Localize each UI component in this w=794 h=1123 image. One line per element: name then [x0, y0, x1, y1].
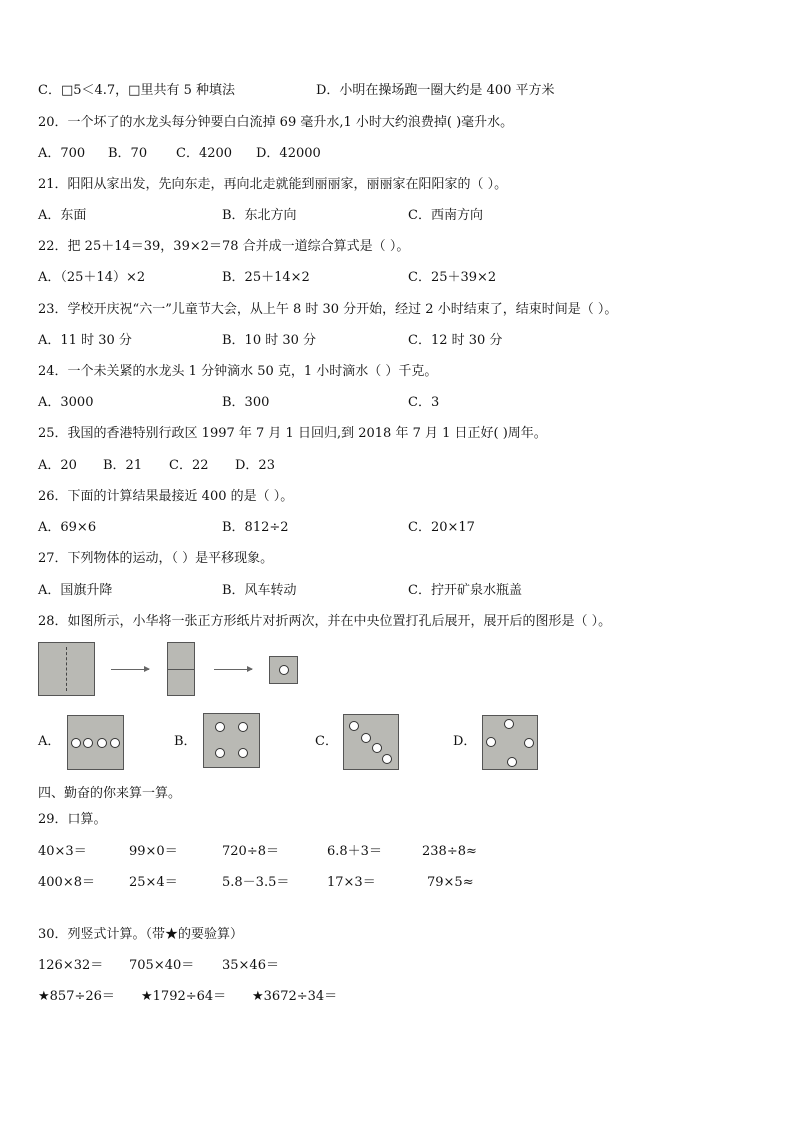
- q22-option-a: A．（25＋14）×2: [38, 270, 146, 285]
- hole-icon: [215, 722, 225, 732]
- full-square-paper: [38, 642, 95, 696]
- q20-option-d: D．42000: [256, 146, 321, 161]
- hole-icon: [486, 737, 496, 747]
- arrow-icon: [214, 669, 252, 670]
- q28-stem: 28．如图所示，小华将一张正方形纸片对折两次，并在中央位置打孔后展开，展开后的图形是（ ）。: [38, 614, 612, 629]
- hole-icon: [507, 757, 517, 767]
- hole-icon: [382, 754, 392, 764]
- fold-line: [168, 669, 194, 670]
- arrow-icon: [111, 669, 149, 670]
- hole-icon: [524, 738, 534, 748]
- hole-icon: [215, 748, 225, 758]
- q23-option-b: B．10 时 30 分: [222, 333, 317, 348]
- q24-option-c: C．3: [408, 395, 440, 410]
- q25-option-b: B．21: [103, 458, 143, 473]
- hole-icon: [83, 738, 93, 748]
- q27-option-c: C．拧开矿泉水瓶盖: [408, 583, 522, 598]
- q19-option-d: D．小明在操场跑一圈大约是 400 平方米: [316, 83, 555, 98]
- q28-option-b-label: B．: [174, 734, 197, 749]
- q30-item: ★3672÷34＝: [252, 989, 338, 1004]
- q30-item: ★857÷26＝: [38, 989, 115, 1004]
- q23-option-c: C．12 时 30 分: [408, 333, 503, 348]
- q23-stem: 23．学校开庆祝“六一”儿童节大会，从上午 8 时 30 分开始，经过 2 小时结束了，结束时间是（ ）。: [38, 302, 618, 317]
- q30-item: 35×46＝: [222, 958, 279, 973]
- q21-option-a: A．东面: [38, 208, 87, 223]
- q21-stem: 21．阳阳从家出发，先向东走，再向北走就能到丽丽家，丽丽家在阳阳家的（ ）。: [38, 177, 508, 192]
- q21-option-b: B．东北方向: [222, 208, 297, 223]
- q29-item: 17×3＝: [327, 875, 376, 890]
- q26-option-b: B．812÷2: [222, 520, 289, 535]
- quarter-folded-paper: [269, 656, 298, 684]
- q30-stem: 30．列竖式计算。（带★的要验算）: [38, 927, 244, 942]
- q28-option-d-label: D．: [453, 734, 477, 749]
- hole-icon: [504, 719, 514, 729]
- q29-item: 238÷8≈: [422, 844, 477, 859]
- q29-item: 400×8＝: [38, 875, 95, 890]
- q26-option-c: C．20×17: [408, 520, 475, 535]
- hole-icon: [349, 721, 359, 731]
- hole-icon: [238, 748, 248, 758]
- q28-option-d-figure: [482, 715, 538, 770]
- hole-icon: [361, 733, 371, 743]
- q19-options: [38, 83, 738, 99]
- q28-option-b-figure: [203, 713, 260, 768]
- section-4-title: 四、勤奋的你来算一算。: [38, 786, 182, 801]
- q28-option-c-label: C．: [315, 734, 338, 749]
- q26-option-a: A．69×6: [38, 520, 97, 535]
- q29-item: 25×4＝: [129, 875, 178, 890]
- q27-stem: 27．下列物体的运动，（ ）是平移现象。: [38, 551, 274, 566]
- q20-option-b: B．70: [108, 146, 148, 161]
- q20-option-c: C．4200: [176, 146, 233, 161]
- q27-options: [38, 583, 738, 599]
- q30-item: 126×32＝: [38, 958, 104, 973]
- q25-stem: 25．我国的香港特别行政区 1997 年 7 月 1 日回归,到 2018 年 7 月 1 日正好( )周年。: [38, 426, 547, 441]
- q29-item: 40×3＝: [38, 844, 87, 859]
- hole-icon: [71, 738, 81, 748]
- q25-option-a: A．20: [38, 458, 77, 473]
- q29-item: 5.8－3.5＝: [222, 875, 290, 890]
- punched-hole-icon: [279, 665, 289, 675]
- q24-stem: 24．一个未关紧的水龙头 1 分钟滴水 50 克，1 小时滴水（ ）千克。: [38, 364, 438, 379]
- q25-options: [38, 458, 738, 474]
- q29-item: 79×5≈: [427, 875, 474, 890]
- q28-option-c-figure: [343, 714, 399, 770]
- q20-stem: 20．一个坏了的水龙头每分钟要白白流掉 69 毫升水,1 小时大约浪费掉( )毫升水。: [38, 115, 514, 130]
- q24-option-a: A．3000: [38, 395, 94, 410]
- half-folded-paper: [167, 642, 195, 696]
- q29-item: 99×0＝: [129, 844, 178, 859]
- q19-option-c: C．□5＜4.7，□里共有 5 种填法: [38, 83, 235, 98]
- q21-option-c: C．西南方向: [408, 208, 483, 223]
- q29-stem: 29．口算。: [38, 812, 107, 827]
- hole-icon: [97, 738, 107, 748]
- q21-options: [38, 208, 738, 224]
- q20-option-a: A．700: [38, 146, 86, 161]
- q26-options: [38, 520, 738, 536]
- q30-item: 705×40＝: [129, 958, 195, 973]
- q29-item: 720÷8＝: [222, 844, 279, 859]
- hole-icon: [110, 738, 120, 748]
- q20-options: [38, 146, 738, 162]
- q22-stem: 22．把 25＋14＝39，39×2＝78 合并成一道综合算式是（ ）。: [38, 239, 410, 254]
- q28-option-a-figure: [67, 715, 124, 770]
- q24-options: [38, 395, 738, 411]
- q23-option-a: A．11 时 30 分: [38, 333, 132, 348]
- q24-option-b: B．300: [222, 395, 270, 410]
- hole-icon: [372, 743, 382, 753]
- q25-option-c: C．22: [169, 458, 209, 473]
- q22-options: [38, 270, 738, 286]
- q22-option-b: B．25＋14×2: [222, 270, 310, 285]
- q25-option-d: D．23: [235, 458, 275, 473]
- q23-options: [38, 333, 738, 349]
- q29-item: 6.8＋3＝: [327, 844, 382, 859]
- q26-stem: 26．下面的计算结果最接近 400 的是（ ）。: [38, 489, 294, 504]
- q27-option-b: B．风车转动: [222, 583, 297, 598]
- q30-item: ★1792÷64＝: [141, 989, 227, 1004]
- hole-icon: [238, 722, 248, 732]
- q28-option-a-label: A．: [38, 734, 61, 749]
- q22-option-c: C．25＋39×2: [408, 270, 497, 285]
- q27-option-a: A．国旗升降: [38, 583, 113, 598]
- fold-line: [66, 647, 67, 691]
